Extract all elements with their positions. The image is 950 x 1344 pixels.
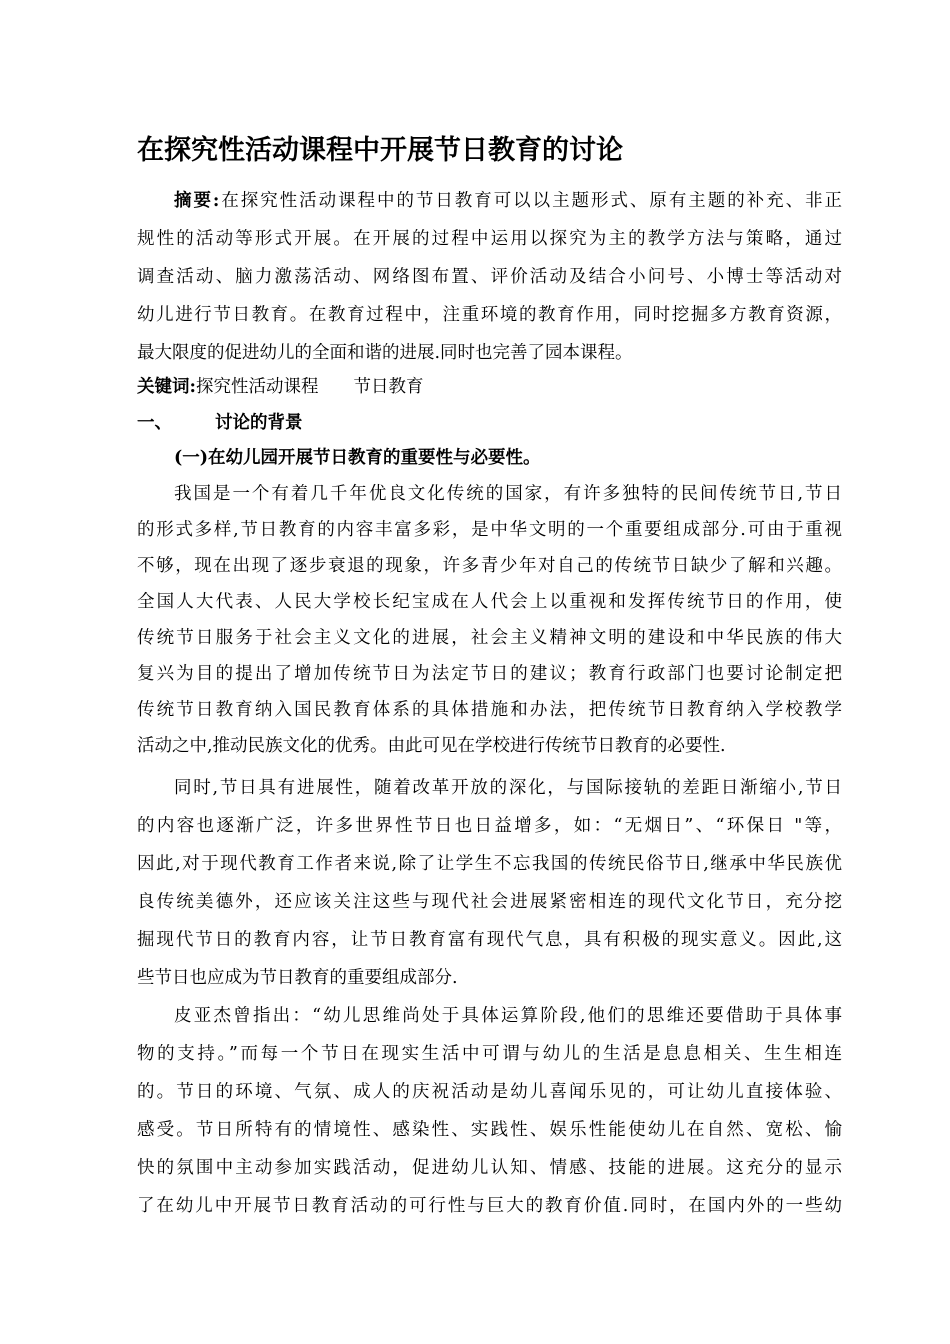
paragraph-line: 了在幼儿中开展节日教育活动的可行性与巨大的教育价值.同时，在国内外的一些幼 [137,1196,842,1216]
paragraph-line: 良传统美德外，还应该关注这些与现代社会进展紧密相连的现代文化节日，充分挖 [137,892,842,912]
keywords-text: 探究性活动课程 节日教育 [195,377,424,397]
paragraph-line: 的。节日的环境、气氛、成人的庆祝活动是幼儿喜闻乐见的，可让幼儿直接体验、 [137,1082,842,1102]
paragraph-line: 的形式多样,节日教育的内容丰富多彩，是中华文明的一个重要组成部分.可由于重视 [137,520,842,540]
paragraph-line: 传统节日服务于社会主义文化的进展，社会主义精神文明的建设和中华民族的伟大 [137,628,842,648]
paragraph-line: 因此,对于现代教育工作者来说,除了让学生不忘我国的传统民俗节日,继承中华民族优 [137,854,842,874]
paragraph-line: 快的氛围中主动参加实践活动，促进幼儿认知、情感、技能的进展。这充分的显示 [137,1158,842,1178]
keywords-line [137,375,842,399]
paragraph-line: 全国人大代表、人民大学校长纪宝成在人代会上以重视和发挥传统节日的作用，使 [137,592,842,612]
abstract-line-3: 调查活动、脑力激荡活动、网络图布置、评价活动及结合小问号、小博士等活动对 [137,267,842,287]
section-heading [137,411,303,435]
abstract-text-1: 在探究性活动课程中的节日教育可以以主题形式、原有主题的补充、非正 [219,191,842,211]
document-title: 在探究性活动课程中开展节日教育的讨论 [137,135,623,166]
paragraph-line: 传统节日教育纳入国民教育体系的具体措施和办法，把传统节日教育纳入学校教学 [137,700,842,720]
paragraph-line: 活动之中,推动民族文化的优秀。由此可见在学校进行传统节日教育的必要性. [137,736,726,756]
keywords-label: 关键词: [137,377,196,397]
abstract-line-1 [174,189,842,213]
paragraph-line: 同时,节日具有进展性，随着改革开放的深化，与国际接轨的差距日渐缩小,节日 [174,778,842,798]
subsection-heading: (一)在幼儿园开展节日教育的重要性与必要性。 [174,448,541,468]
abstract-line-5: 最大限度的促进幼儿的全面和谐的进展.同时也完善了园本课程。 [137,343,633,363]
paragraph-line: 些节日也应成为节日教育的重要组成部分. [137,968,458,988]
paragraph-line: 我国是一个有着几千年优良文化传统的国家，有许多独特的民间传统节日,节日 [174,484,842,504]
paragraph-line: 掘现代节日的教育内容，让节日教育富有现代气息，具有积极的现实意义。因此,这 [137,930,842,950]
paragraph-line: 感受。节日所特有的情境性、感染性、实践性、娱乐性能使幼儿在自然、宽松、愉 [137,1120,842,1140]
paragraph-line: 的内容也逐渐广泛，许多世界性节日也日益增多，如：“无烟日”、“环保日 "等， [137,816,842,836]
section-number: 一、 [137,413,172,433]
paragraph-line: 物的支持。”而每一个节日在现实生活中可谓与幼儿的生活是息息相关、生生相连 [137,1044,842,1064]
paragraph-line: 复兴为目的提出了增加传统节日为法定节日的建议；教育行政部门也要讨论制定把 [137,664,842,684]
abstract-line-2: 规性的活动等形式开展。在开展的过程中运用以探究为主的教学方法与策略，通过 [137,229,842,249]
section-title: 讨论的背景 [215,413,303,433]
abstract-label: 摘要: [174,191,220,211]
paragraph-line: 皮亚杰曾指出：“幼儿思维尚处于具体运算阶段,他们的思维还要借助于具体事 [174,1006,842,1026]
paragraph-line: 不够，现在出现了逐步衰退的现象，许多青少年对自己的传统节日缺少了解和兴趣。 [137,556,842,576]
abstract-line-4: 幼儿进行节日教育。在教育过程中，注重环境的教育作用，同时挖掘多方教育资源， [137,305,842,325]
